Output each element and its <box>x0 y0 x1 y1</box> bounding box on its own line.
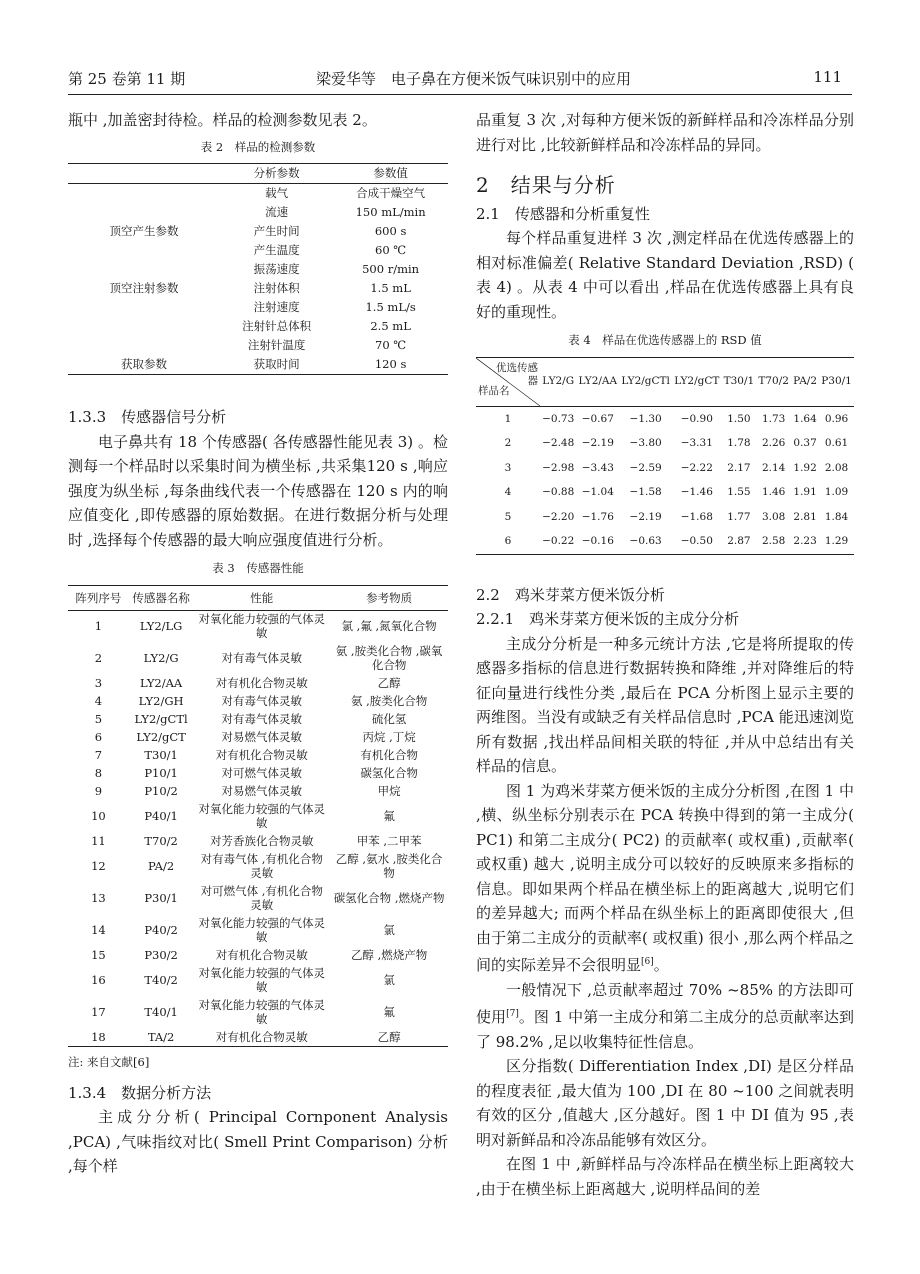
table3-cell: 13 <box>91 890 106 905</box>
table2-cell-group <box>68 260 220 279</box>
table2-cell-value: 合成干燥空气 <box>356 186 426 200</box>
table2-row <box>68 355 448 375</box>
table4-cell: 1.09 <box>824 486 849 498</box>
intro-text: 瓶中 ,加盖密封待检。样品的检测参数见表 2。 <box>68 111 377 129</box>
table3-cell: T40/2 <box>144 972 178 987</box>
table4-cell: 1 <box>504 412 512 425</box>
table4-cell: −0.50 <box>680 535 713 547</box>
table4-caption: 表 4 样品在优选传感器上的 RSD 值 <box>568 333 762 347</box>
table3-cell: 氯 <box>383 972 395 987</box>
table3-cell: TA/2 <box>147 1029 175 1044</box>
table3-cell: 对可燃气体 ,有机化合物灵敏 <box>200 884 323 912</box>
table2-row <box>68 241 448 260</box>
para-pca-intro: 主成分分析是一种多元统计方法 ,它是将所提取的传感器多指标的信息进行数据转换和降维 ,并对降维后的特征向量进行线性分类 ,最后在 PCA 分析图上显示主要的两维图。当没有或缺乏有关样品信息时 ,PCA 能迅速浏览所有数据 ,找出样品间相关联的特征 ,并从中总结出有关样品的信息。 <box>476 634 854 775</box>
table3-row <box>68 729 448 747</box>
table3-cell: 碳氢化合物 ,燃烧产物 <box>333 890 445 905</box>
table3-cell: LY2/G <box>143 650 179 665</box>
table3-cell: P10/1 <box>144 765 178 780</box>
table3-cell: 对有毒气体 ,有机化合物灵敏 <box>200 852 323 880</box>
table3-cell: 1 <box>94 619 103 633</box>
table4-cell: 1.64 <box>793 412 817 425</box>
table4-cell: 2.17 <box>727 461 751 474</box>
table3-header-reference: 参考物质 <box>330 585 448 611</box>
table3-cell: 甲烷 <box>377 783 401 798</box>
para-2-1: 每个样品重复进样 3 次 ,测定样品在优选传感器上的相对标准偏差( Relative Standard Deviation ,RSD) ( 表 4) 。从表 4 中可以看出 ,样品在优选传感器上具有良好的重现性。 <box>476 229 854 321</box>
table4-cell: −1.76 <box>581 510 614 523</box>
running-title: 梁爱华等 电子鼻在方便米饭气味识别中的应用 <box>316 70 632 88</box>
table2-cell-group <box>68 241 220 260</box>
table3-cell: 对有毒气体灵敏 <box>221 650 303 665</box>
t4-header: T30/1 <box>722 357 757 406</box>
table3-cell: 对可燃气体灵敏 <box>221 765 303 780</box>
table3-cell: 12 <box>91 858 106 873</box>
table3-cell: 4 <box>94 693 103 708</box>
table3-cell: 乙醇 ,燃烧产物 <box>350 947 428 962</box>
table2-cell-param: 注射针温度 <box>247 338 306 352</box>
table3-cell: 氟 <box>383 1004 395 1019</box>
table2-cell-group: 顶空注射参数 <box>109 281 179 295</box>
table2-cell-group <box>68 317 220 336</box>
citation-7: [7] <box>506 1009 519 1019</box>
table2-cell-param: 载气 <box>265 186 289 200</box>
table3-cell: 碳氢化合物 <box>360 765 418 780</box>
table4-cell: 1.50 <box>727 412 751 425</box>
table4 <box>476 357 854 555</box>
table3-row <box>68 693 448 711</box>
table2-cell-value: 60 ℃ <box>375 243 407 257</box>
table2-cell-value: 500 r/min <box>362 262 420 276</box>
t4-header: LY2/gCTl <box>619 357 672 406</box>
table3-cell: 5 <box>94 711 103 726</box>
table4-cell: −1.04 <box>581 486 614 498</box>
table4-cell: −2.98 <box>542 461 575 474</box>
t4-header: P30/1 <box>819 357 854 406</box>
table3-cell: 对易燃气体灵敏 <box>221 729 303 744</box>
table2-cell-param: 产生时间 <box>253 224 300 238</box>
table2-row <box>68 260 448 279</box>
table4-cell: −0.67 <box>581 412 614 425</box>
table3-cell: PA/2 <box>148 858 175 873</box>
table4-cell: 4 <box>504 486 512 498</box>
table4-cell: −2.20 <box>542 510 575 523</box>
table4-row <box>476 505 854 530</box>
table4-cell: −3.43 <box>581 461 614 474</box>
table4-cell: 2.14 <box>761 461 786 474</box>
table3-cell: P30/2 <box>144 947 178 962</box>
page-number: 111 <box>813 68 842 86</box>
table3-cell: 氯 <box>383 922 395 937</box>
table2-cell-group <box>68 184 220 204</box>
table3-header-sensor: 传感器名称 <box>129 585 194 611</box>
table3-cell: 对易燃气体灵敏 <box>221 783 303 798</box>
section-1-3-4: 1.3.4 数据分析方法 <box>68 1083 212 1102</box>
page-header <box>68 62 852 92</box>
table2-header-param: 分析参数 <box>220 164 333 184</box>
t4-header: T70/2 <box>756 357 791 406</box>
table3-cell: 对有毒气体灵敏 <box>221 711 303 726</box>
table4-cell: 2.23 <box>793 535 817 547</box>
table4-cell: −2.19 <box>629 510 662 523</box>
table3-row <box>68 851 448 883</box>
table2-row <box>68 279 448 298</box>
table3-cell: LY2/AA <box>139 675 183 690</box>
table3-cell: 6 <box>94 729 103 744</box>
table3-cell: P40/1 <box>144 808 178 823</box>
table4-cell: 1.73 <box>761 412 786 425</box>
table4-cell: 1.78 <box>727 437 751 449</box>
table3-cell: 17 <box>91 1004 106 1019</box>
table2 <box>68 163 448 375</box>
table2-cell-param: 注射针总体积 <box>242 319 312 333</box>
table3-cell: 对有机化合物灵敏 <box>215 747 308 762</box>
table3-row <box>68 611 448 643</box>
table4-cell: −2.59 <box>629 461 662 474</box>
table4-cell: 0.96 <box>824 412 849 425</box>
table2-row <box>68 222 448 241</box>
table3-row <box>68 801 448 833</box>
table3-cell: 氨 ,胺类化合物 <box>350 693 428 708</box>
table2-row <box>68 184 448 204</box>
table4-cell: 0.37 <box>793 437 817 449</box>
table2-cell-value: 70 ℃ <box>375 338 407 352</box>
citation-6: [6] <box>641 957 654 967</box>
table3-cell: 对氧化能力较强的气体灵敏 <box>198 916 326 944</box>
table4-cell: −0.63 <box>629 535 662 547</box>
table4-row <box>476 480 854 505</box>
corner-sample-label: 样品名 <box>478 385 510 397</box>
table3 <box>68 585 448 1048</box>
table3-row <box>68 675 448 693</box>
table3-cell: 15 <box>91 947 106 962</box>
table3-cell: 18 <box>91 1029 106 1044</box>
table4-cell: 2.26 <box>761 437 786 449</box>
header-rule <box>68 94 852 95</box>
table3-row <box>68 711 448 729</box>
table3-cell: LY2/GH <box>138 693 184 708</box>
table3-cell: 10 <box>91 808 106 823</box>
table4-cell: 2.58 <box>761 535 786 547</box>
table2-cell-group <box>68 298 220 317</box>
table2-cell-param: 注射速度 <box>253 300 300 314</box>
table2-cell-group: 顶空产生参数 <box>109 224 179 238</box>
table3-row <box>68 833 448 851</box>
table4-cell: −2.22 <box>680 461 713 474</box>
corner-sensor-label: 优选传感器 <box>496 361 538 387</box>
table3-cell: 3 <box>94 675 103 690</box>
table4-cell: −3.31 <box>680 437 713 449</box>
para-1-3-3: 电子鼻共有 18 个传感器( 各传感器性能见表 3) 。检测每一个样品时以采集时间为横坐标 ,共采集120 s ,响应强度为纵坐标 ,每条曲线代表一个传感器在 120 s 内的响应值变化 ,即传感器的原始数据。在进行数据分析与处理时 ,选择每个传感器的最大响应强度值进行分析。 <box>68 432 448 549</box>
table4-cell: 6 <box>504 535 512 547</box>
table3-row <box>68 783 448 801</box>
table4-cell: 1.55 <box>727 486 751 498</box>
table3-row <box>68 915 448 947</box>
table4-cell: −0.16 <box>581 535 614 547</box>
table4-cell: 2.87 <box>727 535 751 547</box>
table2-cell-param: 注射体积 <box>253 281 300 295</box>
table4-cell: 1.29 <box>824 535 849 547</box>
table3-cell: 硫化氢 <box>371 711 407 726</box>
table3-row <box>68 747 448 765</box>
table3-row <box>68 947 448 965</box>
table3-cell: T30/1 <box>144 747 178 762</box>
table4-cell: −0.88 <box>542 486 575 498</box>
t4-header: LY2/AA <box>576 357 619 406</box>
table2-cell-value: 1.5 mL/s <box>365 300 416 314</box>
para-contribution: 一般情况下 ,总贡献率超过 70% ~85% 的方法即可使用[7]。图 1 中第一主成分和第二主成分的总贡献率达到了 98.2% ,足以收集特征性信息。 <box>476 980 854 1051</box>
table2-cell-param: 获取时间 <box>253 357 300 371</box>
table3-cell: 有机化合物 <box>360 747 418 762</box>
table2-row <box>68 317 448 336</box>
table3-cell: 氟 <box>383 808 395 823</box>
table4-cell: 2.08 <box>824 461 849 474</box>
table4-row <box>476 529 854 554</box>
table3-cell: LY2/gCTl <box>134 711 188 726</box>
table4-cell: −0.22 <box>542 535 575 547</box>
right-column <box>476 108 854 1201</box>
section-2-1: 2.1 传感器和分析重复性 <box>476 204 650 223</box>
table3-cell: LY2/gCT <box>136 729 186 744</box>
table3-cell: 乙醇 <box>377 1029 401 1044</box>
table3-cell: 11 <box>91 833 106 848</box>
table3-cell: 对芳香族化合物灵敏 <box>210 833 314 848</box>
table2-cell-param: 产生温度 <box>253 243 300 257</box>
table3-cell: 对有毒气体灵敏 <box>221 693 303 708</box>
table4-cell: −1.30 <box>629 412 662 425</box>
table2-cell-group <box>68 203 220 222</box>
table3-cell: 7 <box>94 747 103 762</box>
table2-cell-value: 1.5 mL <box>370 281 411 295</box>
table3-note: 注: 来自文献[6] <box>68 1055 150 1069</box>
table3-cell: T40/1 <box>144 1004 178 1019</box>
table4-cell: −1.58 <box>629 486 662 498</box>
table4-cell: 3 <box>504 461 512 474</box>
table3-cell: 16 <box>91 972 106 987</box>
table4-cell: 1.91 <box>793 486 817 498</box>
t4-header: PA/2 <box>791 357 819 406</box>
journal-issue: 第 25 卷第 11 期 <box>68 70 186 88</box>
section-2-2: 2.2 鸡米芽菜方便米饭分析 <box>476 585 665 604</box>
table3-cell: 对有机化合物灵敏 <box>215 1029 308 1044</box>
table4-row <box>476 431 854 456</box>
table4-cell: −1.46 <box>680 486 713 498</box>
table2-cell-param: 振荡速度 <box>253 262 300 276</box>
table4-cell: 1.92 <box>793 461 817 474</box>
table3-caption: 表 3 传感器性能 <box>212 561 304 575</box>
table2-header-value: 参数值 <box>333 164 448 184</box>
table4-cell: 0.61 <box>824 437 849 449</box>
table3-cell: 对有机化合物灵敏 <box>215 675 308 690</box>
table4-cell: 2 <box>504 437 512 449</box>
table3-cell: 对氧化能力较强的气体灵敏 <box>198 966 326 994</box>
table4-cell: 1.77 <box>727 510 751 523</box>
table3-cell: 对有机化合物灵敏 <box>215 947 308 962</box>
table4-row <box>476 456 854 481</box>
table4-cell: −2.19 <box>581 437 614 449</box>
para-1-3-4: 主成分分析( Principal Cornponent Analysis ,PCA) ,气味指纹对比( Smell Print Comparison) 分析 ,每个样 <box>68 1108 448 1175</box>
table3-cell: LY2/LG <box>139 619 183 633</box>
table3-cell: 2 <box>94 650 103 665</box>
table2-cell-value: 120 s <box>374 357 407 371</box>
t4-header: LY2/gCT <box>672 357 721 406</box>
table3-row <box>68 883 448 915</box>
table4-cell: 2.81 <box>793 510 817 523</box>
table4-corner <box>476 358 540 406</box>
table3-header-index: 阵列序号 <box>68 585 129 611</box>
table4-cell: 1.84 <box>824 510 849 523</box>
table3-cell: 氯 ,氟 ,氮氧化合物 <box>341 619 437 633</box>
section-2-2-1: 2.2.1 鸡米芽菜方便米饭的主成分分析 <box>476 610 740 628</box>
table3-cell: P10/2 <box>144 783 178 798</box>
table3-cell: 对氧化能力较强的气体灵敏 <box>198 612 326 640</box>
table3-row <box>68 997 448 1029</box>
para-di: 区分指数( Differentiation Index ,DI) 是区分样品的程度表征 ,最大值为 100 ,DI 在 80 ~100 之间就表明有效的区分 ,值越大 ,区分越好。图 1 中 DI 值为 95 ,表明对新鲜品和冷冻品能够有效区分。 <box>476 1057 854 1149</box>
table2-cell-param: 流速 <box>265 205 289 219</box>
para-fig1-distance: 在图 1 中 ,新鲜样品与冷冻样品在横坐标上距离较大 ,由于在横坐标上距离越大 ,说明样品间的差 <box>476 1155 854 1198</box>
table3-cell: 对氧化能力较强的气体灵敏 <box>198 998 326 1026</box>
table3-row <box>68 965 448 997</box>
table3-cell: 9 <box>94 783 103 798</box>
table3-cell: P40/2 <box>144 922 178 937</box>
table2-cell-value: 2.5 mL <box>370 319 411 333</box>
table3-row <box>68 765 448 783</box>
section-1-3-3: 1.3.3 传感器信号分析 <box>68 408 227 426</box>
table4-cell: −2.48 <box>542 437 575 449</box>
table3-row <box>68 1029 448 1047</box>
table4-cell: 3.08 <box>761 510 786 523</box>
table2-cell-group: 获取参数 <box>121 357 167 371</box>
table2-cell-group <box>68 336 220 355</box>
table3-cell: 14 <box>91 922 106 937</box>
table3-cell: 氨 ,胺类化合物 ,碳氧化合物 <box>335 644 443 672</box>
table3-cell: T70/2 <box>144 833 178 848</box>
table2-cell-value: 600 s <box>374 224 407 238</box>
table4-cell: −0.90 <box>680 412 713 425</box>
table2-row <box>68 203 448 222</box>
table3-row <box>68 643 448 675</box>
t4-header: LY2/G <box>540 357 576 406</box>
table3-cell: 甲苯 ,二甲苯 <box>356 833 422 848</box>
table3-cell: 8 <box>94 765 103 780</box>
section-2: 2 结果与分析 <box>476 173 616 197</box>
table3-cell: 乙醇 ,氨水 ,胺类化合物 <box>335 852 443 880</box>
table4-cell: 5 <box>504 510 512 523</box>
table4-cell: −3.80 <box>629 437 662 449</box>
table2-caption: 表 2 样品的检测参数 <box>200 139 316 154</box>
table4-cell: −0.73 <box>542 412 575 425</box>
table2-row <box>68 298 448 317</box>
table3-cell: 乙醇 <box>377 675 401 690</box>
para-top: 品重复 3 次 ,对每种方便米饭的新鲜样品和冷冻样品分别进行对比 ,比较新鲜样品和冷冻样品的异同。 <box>476 111 854 154</box>
table2-row <box>68 336 448 355</box>
table4-cell: −1.68 <box>680 510 713 523</box>
table4-row <box>476 406 854 431</box>
table3-cell: P30/1 <box>144 890 178 905</box>
left-column <box>68 108 448 1179</box>
table3-cell: 对氧化能力较强的气体灵敏 <box>198 802 326 830</box>
table3-cell: 丙烷 ,丁烷 <box>362 729 416 744</box>
para-figure1: 图 1 为鸡米芽菜方便米饭的主成分分析图 ,在图 1 中 ,横、纵坐标分别表示在 PCA 转换中得到的第一主成分( PC1) 和第二主成分( PC2) 的贡献率( 或权重) ,贡献率( 或权重) 越大 ,说明主成分可以较好的反映原来多指标的信息。即如果两个样品在横坐标上的距离越大 ,说明它们的差异越大; 而两个样品在纵坐标上的距离即使很大 ,但由于第二主成分的贡献率( 或权重) 很小 ,那么两个样品之间的实际差异不会很明显[6]。 <box>476 781 854 974</box>
table2-cell-value: 150 mL/min <box>355 205 426 219</box>
table4-cell: 1.46 <box>761 486 786 498</box>
table3-header-performance: 性能 <box>193 585 330 611</box>
